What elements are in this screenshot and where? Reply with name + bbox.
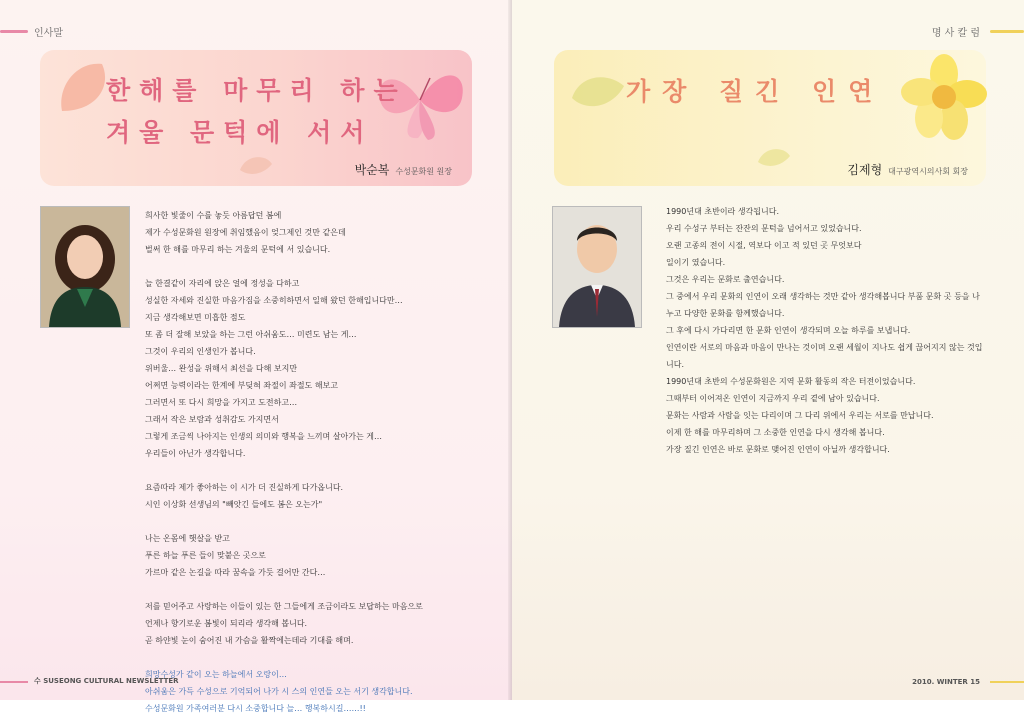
letter-line: 시인 이상화 선생님의 "빼앗긴 들에도 봄은 오는가" [145, 500, 323, 509]
closing-line: 수성문화원 가족여러분 다시 소중합니다 늘… 행복하시길……!! [145, 704, 366, 713]
author [355, 161, 452, 178]
letter-line: 또 좀 더 잘해 보았을 하는 그런 아쉬움도… 미련도 남는 게… [145, 330, 357, 339]
letter-line: 벌써 한 해를 마무리 하는 겨울의 문턱에 서 있습니다. [145, 245, 331, 254]
letter-line: 위버울… 완성을 위해서 최선을 다해 보지만 [145, 364, 298, 373]
column-line: 오랜 고종의 전이 시절, 역보다 이고 적 있던 곳 무엇보다 [666, 241, 862, 250]
column-line: 문화는 사람과 사람을 잇는 다리이며 그 다리 위에서 우리는 서로를 만납니다. [666, 411, 934, 420]
page-title: 가장 질긴 인연 [626, 77, 885, 106]
author-name: 김제형 [847, 163, 883, 177]
letter-line: 저를 믿어주고 사랑하는 이들이 있는 한 그들에게 조금이라도 보답하는 마음으로 [145, 602, 423, 611]
author-photo [40, 206, 130, 328]
letter-body [145, 207, 485, 717]
small-leaf-icon [754, 142, 794, 172]
column-line: 우리 수성구 부터는 잔잔의 문턱을 넘어서고 있었습니다. [666, 224, 862, 233]
letter-line: 그것이 우리의 인생인가 봅니다. [145, 347, 256, 356]
column-line: 가장 질긴 인연은 바로 문화로 맺어진 인연이 아닐까 생각합니다. [666, 445, 890, 454]
column-line: 그 중에서 우리 문화의 인연이 오래 생각하는 것만 같아 생각해봅니다 부품 문화 곳 등을 나누고 다양한 문화를 함께했습니다. [666, 292, 980, 318]
footer-label: 수 SUSEONG CULTURAL NEWSLETTER [34, 677, 179, 685]
letter-line: 제가 수성문화원 원장에 취임했음이 엊그제인 것만 같은데 [145, 228, 346, 237]
letter-line: 어쩌면 능력이라는 한계에 부딪혀 좌절이 좌절도 해보고 [145, 381, 338, 390]
title-banner [554, 50, 986, 186]
column-line: 그때부터 이어져온 인연이 지금까지 우리 곁에 남아 있습니다. [666, 394, 880, 403]
page-title [106, 70, 407, 154]
woman-portrait-image [41, 207, 129, 327]
column-body [666, 203, 986, 458]
letter-line: 그러면서 또 다시 희망을 가지고 도전하고… [145, 398, 298, 407]
column-line: 이제 한 해를 마무리하며 그 소중한 인연을 다시 생각해 봅니다. [666, 428, 885, 437]
letter-line: 희사한 빛줄이 수를 놓듯 아름답던 봄에 [145, 211, 282, 220]
column-line: 인연이란 서로의 마음과 마음이 만나는 것이며 오랜 세월이 지나도 쉽게 끊어지지 않는 것입니다. [666, 343, 983, 369]
letter-line: 우리들이 아닌가 생각합니다. [145, 449, 246, 458]
column-line: 1990년대 초반의 수성문화원은 지역 문화 활동의 작은 터전이었습니다. [666, 377, 916, 386]
author-role: 수성문화원 원장 [395, 167, 452, 176]
column-line: 일이기 였습니다. [666, 258, 726, 267]
footer-accent-rule [990, 681, 1024, 683]
leaf-icon [568, 68, 628, 118]
title-line-1: 한해를 마무리 하는 [106, 76, 407, 105]
author-photo [552, 206, 642, 328]
daffodil-icon [899, 52, 989, 142]
letter-line: 성실한 자세와 진실한 마음가짐을 소중히하면서 일해 왔던 한해입니다만… [145, 296, 403, 305]
letter-line: 푸른 하늘 푸른 들이 맞붙은 곳으로 [145, 551, 266, 560]
author-name: 박순복 [354, 163, 390, 177]
column-line: 그것은 우리는 문화로 출연습니다. [666, 275, 785, 284]
title-line-2: 겨울 문턱에 서서 [106, 118, 374, 147]
closing-line: 아쉬움은 가득 수성으로 기억되어 나가 시 스의 인연들 오는 서기 생각합니다. [145, 687, 413, 696]
letter-line: 그래서 작은 보람과 성취감도 가지면서 [145, 415, 279, 424]
letter-line: 늘 한결같이 자리에 앉은 얼에 정성을 다하고 [145, 279, 300, 288]
man-portrait-image [553, 207, 641, 327]
left-page [0, 0, 512, 713]
letter-line: 언제나 향기로운 봄빛이 되리라 생각해 봅니다. [145, 619, 308, 628]
footer-label: 2010. WINTER 15 [912, 678, 980, 686]
footer-accent-rule [0, 681, 28, 683]
letter-line: 가르마 같은 논길을 따라 꿈속을 가듯 걸어만 간다… [145, 568, 326, 577]
section-label: 명 사 칼 럼 [931, 28, 980, 39]
section-label: 인사말 [34, 28, 63, 39]
header-accent-rule [0, 30, 28, 33]
letter-line: 지금 생각해보면 미흡한 점도 [145, 313, 246, 322]
letter-line: 나는 온몸에 햇살을 받고 [145, 534, 230, 543]
column-line: 1990년대 초반이라 생각됩니다. [666, 207, 779, 216]
closing-line: 희망수성가 같이 오는 하늘에서 오랑이… [145, 670, 287, 679]
author-role: 대구광역시의사회 회장 [888, 167, 968, 176]
letter-line: 요즘따라 제가 좋아하는 이 시가 더 진실하게 다가옵니다. [145, 483, 344, 492]
small-petal-icon [236, 150, 276, 180]
header-accent-rule [990, 30, 1024, 33]
letter-line: 곧 하얀빛 눈이 숨어진 내 가슴을 활짝에는데라 기대를 해며. [145, 636, 354, 645]
letter-line: 그렇게 조금씩 나아지는 인생의 의미와 행복을 느끼며 살아가는 게… [145, 432, 382, 441]
title-banner [40, 50, 472, 186]
author [847, 161, 968, 178]
column-line: 그 후에 다시 가다리면 한 문화 인연이 생각되며 오늘 하루를 보냅니다. [666, 326, 911, 335]
